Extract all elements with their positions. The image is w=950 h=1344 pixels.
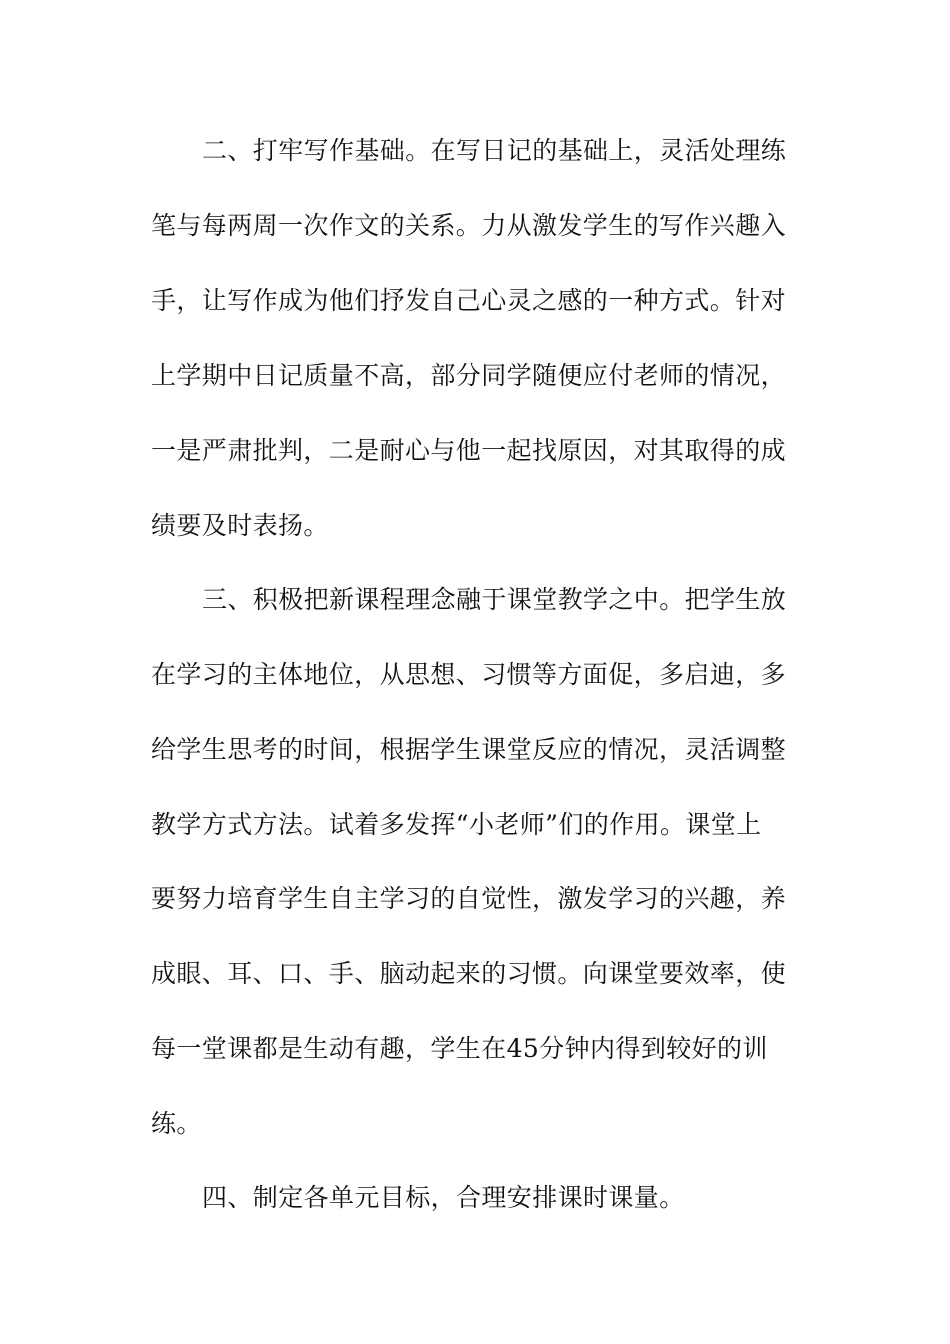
paragraph-3-line-3: 给学生思考的时间，根据学生课堂反应的情况，灵活调整 xyxy=(151,735,787,764)
paragraph-3-line-2: 在学习的主体地位，从思想、习惯等方面促，多启迪，多 xyxy=(151,660,787,689)
paragraph-3-line-7: 每一堂课都是生动有趣，学生在45分钟内得到较好的训 xyxy=(151,1034,768,1063)
paragraph-3-line-6: 成眼、耳、口、手、脑动起来的习惯。向课堂要效率，使 xyxy=(151,959,787,988)
paragraph-3-line-8: 练。 xyxy=(151,1109,202,1138)
paragraph-2-line-2: 笔与每两周一次作文的关系。力从激发学生的写作兴趣入 xyxy=(151,211,787,240)
paragraph-4-line-1: 四、制定各单元目标，合理安排课时课量。 xyxy=(202,1183,685,1212)
paragraph-2-line-6: 绩要及时表扬。 xyxy=(151,511,329,540)
paragraph-2-line-3: 手，让写作成为他们抒发自己心灵之感的一种方式。针对 xyxy=(151,286,787,315)
paragraph-2-line-1: 二、打牢写作基础。在写日记的基础上，灵活处理练 xyxy=(202,136,787,165)
paragraph-2-line-4: 上学期中日记质量不高，部分同学随便应付老师的情况， xyxy=(151,361,787,390)
paragraph-3-line-5: 要努力培育学生自主学习的自觉性，激发学习的兴趣，养 xyxy=(151,884,787,913)
paragraph-2-line-5: 一是严肃批判，二是耐心与他一起找原因，对其取得的成 xyxy=(151,436,787,465)
paragraph-3-line-4: 教学方式方法。试着多发挥“小老师”们的作用。课堂上 xyxy=(151,810,762,839)
paragraph-3-line-1: 三、积极把新课程理念融于课堂教学之中。把学生放 xyxy=(202,585,787,614)
